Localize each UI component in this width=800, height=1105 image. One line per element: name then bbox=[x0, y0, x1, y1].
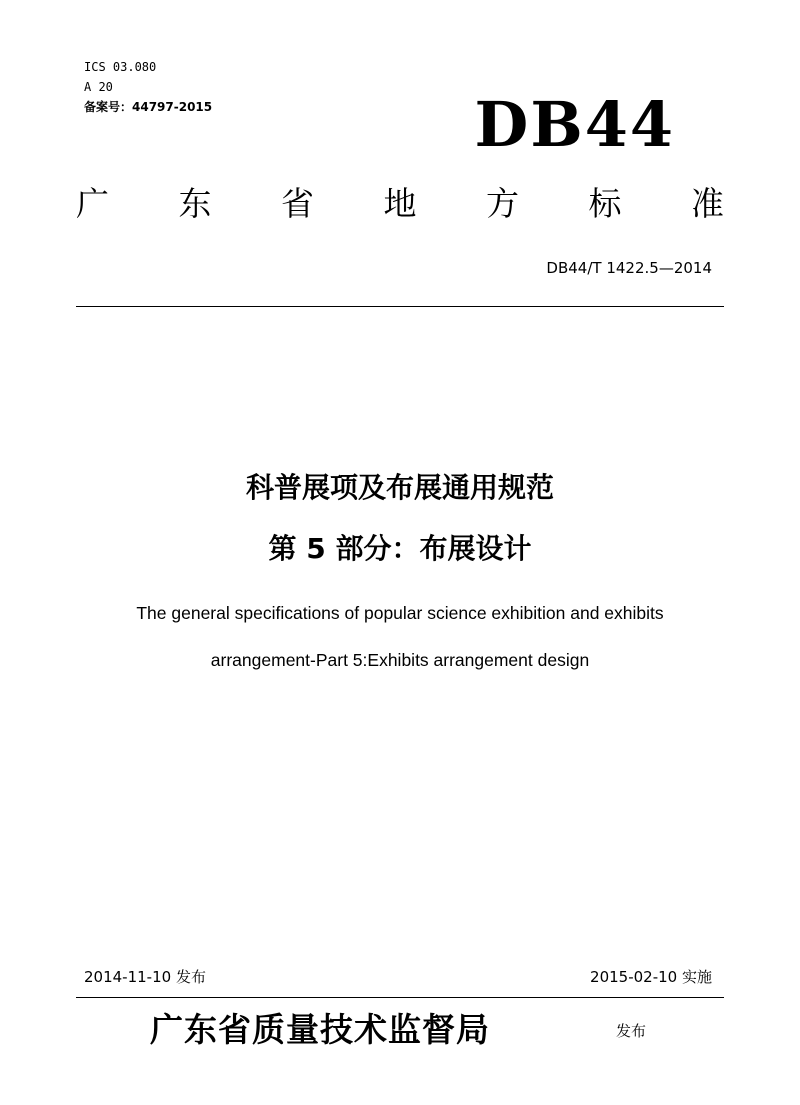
title-cn-part: 第 5 部分：布展设计 bbox=[268, 532, 532, 565]
db-code: DB44 bbox=[474, 88, 675, 161]
standard-number: DB44/T 1422.5—2014 bbox=[546, 259, 712, 277]
issuer-name: 广东省质量技术监督局 bbox=[150, 1010, 490, 1049]
standard-type-char: 地 bbox=[383, 184, 417, 223]
standard-type-char: 准 bbox=[691, 184, 724, 223]
effective-date: 2015-02-10 实施 bbox=[590, 968, 712, 986]
standard-type-char: 标 bbox=[588, 184, 622, 223]
title-en-line1: The general specifications of popular science exhibition and exhibits bbox=[136, 603, 664, 623]
top-divider bbox=[76, 306, 724, 307]
standard-type-char: 东 bbox=[178, 184, 212, 223]
ics-code: ICS 03.080 bbox=[84, 60, 157, 74]
bottom-divider bbox=[76, 997, 724, 998]
publish-date: 2014-11-10 发布 bbox=[84, 968, 206, 986]
issuer-suffix: 发布 bbox=[616, 1022, 647, 1040]
record-number: 备案号：44797-2015 bbox=[84, 100, 213, 114]
title-cn-main: 科普展项及布展通用规范 bbox=[245, 471, 554, 504]
standard-type bbox=[76, 184, 724, 224]
classification-code: A 20 bbox=[84, 80, 113, 94]
standard-type-char: 广 bbox=[76, 184, 109, 223]
standard-type-char: 省 bbox=[281, 184, 314, 223]
title-en-line2: arrangement-Part 5:Exhibits arrangement design bbox=[210, 650, 590, 670]
standard-type-char: 方 bbox=[486, 184, 519, 223]
